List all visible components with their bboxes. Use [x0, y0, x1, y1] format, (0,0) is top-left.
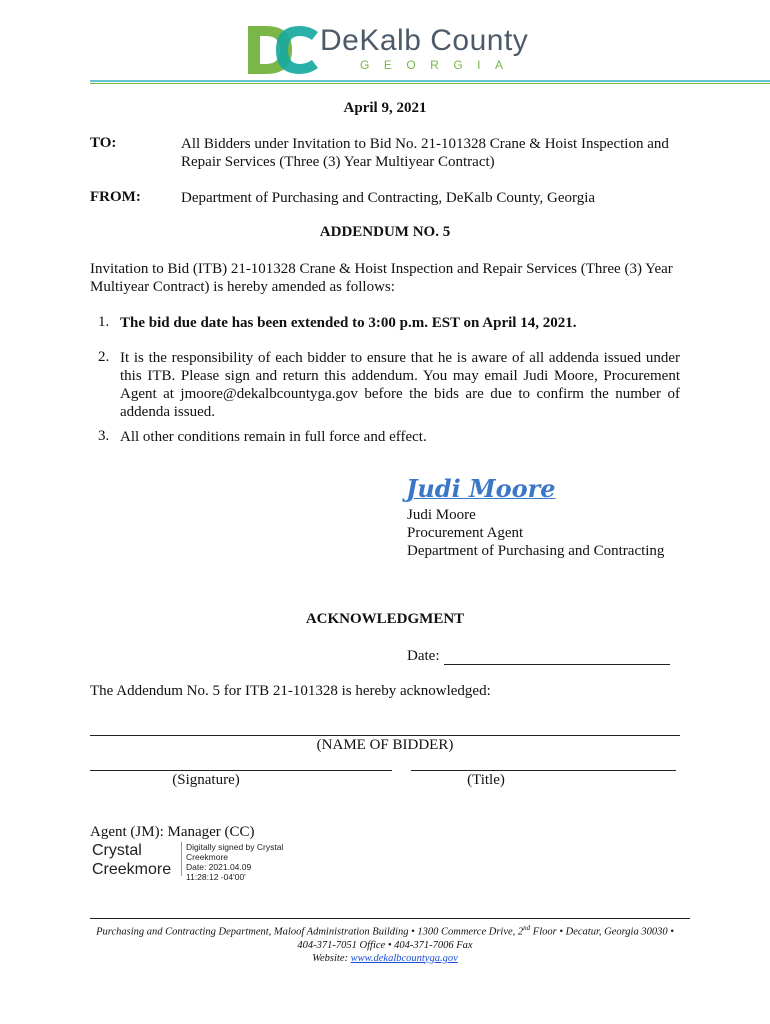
ack-statement: The Addendum No. 5 for ITB 21-101328 is hereby acknowledged:: [90, 683, 491, 699]
handwritten-signature: Judi Moore: [406, 474, 556, 503]
to-line-2: Repair Services (Three (3) Year Multiyear Contract): [181, 154, 495, 170]
item-3-number: 3.: [98, 428, 110, 444]
intro-paragraph: [90, 260, 680, 296]
ack-heading: ACKNOWLEDGMENT: [305, 611, 465, 627]
digital-info-line-4: 11:28:12 -04'00': [186, 872, 246, 882]
item-2-number: 2.: [98, 349, 110, 365]
bidder-name-line[interactable]: [90, 735, 680, 736]
bidder-title-line[interactable]: [411, 770, 676, 771]
item-2-text: It is the responsibility of each bidder to ensure that he is aware of all addenda issued under this ITB. Please sign and return this addendum. You may email Judi Moore, Procurement Agent at jmoore@dekalbcountyga.gov before the bids are due to confirm the number of addenda issued.: [120, 350, 680, 420]
to-label: TO:: [90, 135, 117, 151]
item-1-number: 1.: [98, 314, 110, 330]
signer-name: Judi Moore: [407, 507, 476, 523]
footer-website: Website: www.dekalbcountyga.gov: [312, 952, 458, 964]
footer-phone: 404-371-7051 Office • 404-371-7006 Fax: [297, 939, 473, 951]
digital-info-line-2: Creekmore: [186, 852, 229, 862]
logo-state: GEORGIA: [360, 58, 518, 72]
logo-title: DeKalb County: [320, 24, 529, 57]
footer: [0, 922, 770, 965]
signer-department: Department of Purchasing and Contracting: [407, 543, 665, 559]
agent-manager-line: Agent (JM): Manager (CC): [90, 824, 255, 840]
header-rule-blue: [90, 80, 770, 82]
digital-signature-info: [186, 842, 306, 882]
item-3-text: All other conditions remain in full force and effect.: [120, 429, 427, 445]
title-caption: (Title): [467, 772, 505, 788]
digital-signature-divider: [181, 842, 182, 876]
digital-info-line-3: Date: 2021.04.09: [186, 862, 252, 872]
bidder-name-caption: (NAME OF BIDDER): [316, 737, 454, 753]
logo-c-shape: [276, 26, 318, 74]
ack-date-line[interactable]: [444, 664, 670, 665]
from-label: FROM:: [90, 189, 141, 205]
digital-signer-last: Creekmore: [92, 861, 172, 878]
addendum-title: ADDENDUM NO. 5: [319, 224, 451, 240]
digital-signer-first: Crystal: [92, 842, 142, 859]
header-rule-green: [90, 83, 770, 84]
intro-line-2: Multiyear Contract) is hereby amended as follows:: [90, 279, 395, 295]
digital-info-line-1: Digitally signed by Crystal: [186, 842, 284, 852]
signature-caption: (Signature): [172, 772, 240, 788]
footer-address: Purchasing and Contracting Department, Maloof Administration Building • 1300 Commerce Drive, 2nd Floor • Decatur, Georgia 30030 •: [96, 924, 674, 938]
signature-block: [407, 506, 664, 560]
bidder-signature-line[interactable]: [90, 770, 392, 771]
memo-date: April 9, 2021: [343, 100, 427, 116]
from-value: Department of Purchasing and Contracting, DeKalb County, Georgia: [181, 190, 596, 206]
signer-title: Procurement Agent: [407, 525, 524, 541]
to-line-1: All Bidders under Invitation to Bid No. 21-101328 Crane & Hoist Inspection and: [181, 136, 669, 152]
to-value: [181, 135, 681, 171]
item-1-text: The bid due date has been extended to 3:00 p.m. EST on April 14, 2021.: [120, 315, 577, 331]
website-link[interactable]: www.dekalbcountyga.gov: [350, 952, 458, 964]
footer-rule: [90, 918, 690, 919]
ack-date-label: Date:: [407, 648, 440, 664]
intro-line-1: Invitation to Bid (ITB) 21-101328 Crane & Hoist Inspection and Repair Services (Three (3) Year: [90, 261, 673, 277]
